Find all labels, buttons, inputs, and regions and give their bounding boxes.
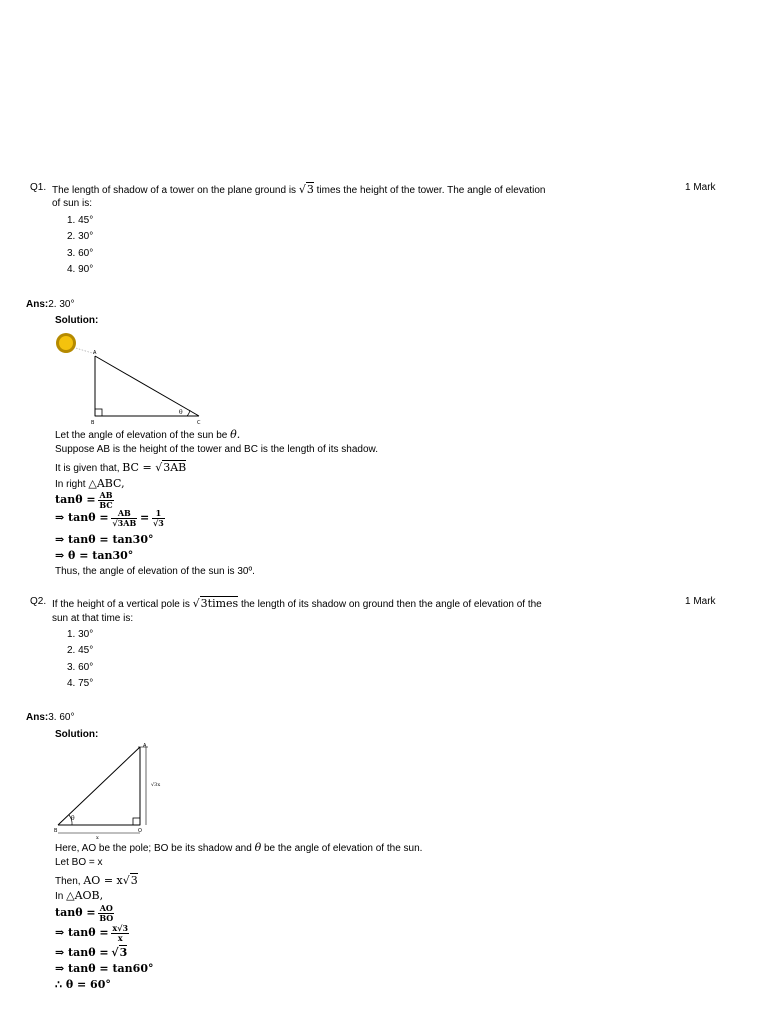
q1-step1-fraction [98, 491, 113, 510]
q2-option-3: 3. 60° [67, 662, 94, 673]
q2-text-b: the length of its shadow on ground then the angle of elevation of the [240, 599, 542, 610]
q1-label-b: B [91, 420, 95, 426]
q1-radical: √ [298, 183, 306, 196]
q2-theta: θ [254, 841, 262, 854]
q2-label-o: O [138, 828, 142, 834]
q2-option-4: 4. 75° [67, 678, 94, 689]
q2-sol-text-1b: be the angle of elevation of the sun. [263, 843, 423, 854]
q2-answer [26, 712, 74, 723]
q1-solution-line2: Suppose AB is the height of the tower and BC is the length of its shadow. [55, 444, 378, 455]
q1-step2-num2: 1 [152, 509, 165, 519]
q2-step2-num: x√3 [112, 923, 129, 933]
q1-question-line2: of sun is: [52, 198, 93, 209]
q2-step-3: ⇒ tanθ = √3 [55, 946, 128, 959]
q1-text-b: times the height of the tower. The angle of elevation [316, 185, 546, 196]
q2-question-line2: sun at that time is: [52, 613, 134, 624]
q1-marks: 1 Mark [685, 182, 716, 193]
q2-number: Q2. [30, 596, 47, 607]
q1-step2-den2: √3 [153, 518, 164, 528]
q1-tower-diagram [55, 332, 215, 427]
q2-radical: √ [192, 597, 200, 610]
q1-solution-line4 [55, 477, 125, 490]
q1-label-c: C [197, 420, 201, 426]
q1-theta: θ. [230, 428, 241, 441]
q2-step3-lhs: ⇒ tanθ = [55, 946, 109, 959]
q1-step1-lhs: tanθ = [55, 493, 96, 507]
q1-step2-fraction2 [152, 509, 165, 528]
q2-step1-lhs: tanθ = [55, 906, 96, 920]
q2-option-1: 1. 30° [67, 629, 94, 640]
q2-label-side: √3x [151, 782, 161, 788]
q2-step2-den: x [117, 933, 123, 943]
q2-step-2 [55, 924, 129, 943]
q1-step1-num: AB [99, 490, 113, 500]
q2-radicand: 3times [200, 597, 239, 610]
q1-answer [26, 299, 74, 310]
q2-solution-line4 [55, 889, 103, 902]
q2-sol-text-3a: Then, [55, 876, 81, 887]
q1-sol-text-3c: 3AB [163, 461, 187, 474]
q2-step2-fraction [111, 924, 129, 943]
q2-step-5: ∴ θ = 60° [55, 978, 111, 991]
q1-step2-num: AB [111, 509, 137, 519]
q1-option-3: 3. 60° [67, 248, 94, 259]
q1-step2-den: √3AB [112, 518, 137, 528]
q1-sol-text-4b: △ABC, [88, 477, 125, 490]
q1-sol-text-4a: In right [55, 479, 86, 490]
q1-number: Q1. [30, 182, 47, 193]
q1-step-4: ⇒ θ = tan30° [55, 549, 134, 562]
q1-solution-line3: It is given that, BC = √3AB [55, 461, 187, 474]
q2-label-a: A [143, 743, 147, 749]
q1-step2-lhs: ⇒ tanθ = [55, 511, 109, 525]
q1-label-theta: θ [179, 409, 183, 416]
q2-solution-line1 [55, 841, 422, 854]
q1-ans-value: 2. 30° [48, 299, 75, 310]
q2-option-2: 2. 45° [67, 645, 94, 656]
q2-sol-text-4b: △AOB, [66, 889, 104, 902]
q1-sol-text-1: Let the angle of elevation of the sun be [55, 430, 228, 441]
q1-step2-eq: = [140, 511, 150, 525]
q1-option-1: 1. 45° [67, 215, 94, 226]
q2-solution-line2: Let BO = x [55, 857, 103, 868]
q1-solution-label: Solution: [55, 315, 99, 326]
q1-ans-label: Ans: [26, 299, 49, 310]
q1-question-line1 [52, 182, 546, 196]
q1-option-4: 4. 90° [67, 264, 94, 275]
q2-sol-text-4a: In [55, 891, 64, 902]
q2-step-4: ⇒ tanθ = tan60° [55, 962, 154, 975]
q2-step2-lhs: ⇒ tanθ = [55, 926, 109, 940]
q2-step1-fraction [98, 904, 114, 923]
q2-text-a: If the height of a vertical pole is [52, 599, 190, 610]
q1-step-2 [55, 509, 165, 528]
q1-step1-den: BC [99, 500, 113, 510]
q2-step1-den: BO [99, 913, 114, 923]
q2-step3-rhs: 3 [119, 946, 128, 959]
q1-radicand: 3 [306, 183, 314, 196]
q2-sol-text-1: Here, AO be the pole; BO be its shadow and [55, 843, 252, 854]
q1-step-1 [55, 491, 114, 510]
q2-ans-label: Ans: [26, 712, 49, 723]
q2-solution-label: Solution: [55, 729, 99, 740]
q2-question-line1 [52, 596, 542, 610]
q2-label-theta: θ [71, 815, 75, 822]
q2-step1-num: AO [99, 903, 113, 913]
q2-sol-text-3b: AO = x [83, 874, 123, 887]
q2-pole-diagram [50, 742, 180, 842]
q1-step-3: ⇒ tanθ = tan30° [55, 533, 154, 546]
q1-sol-text-3a: It is given that, [55, 463, 120, 474]
q1-text-a: The length of shadow of a tower on the plane ground is [52, 185, 297, 196]
q2-label-base: x [96, 835, 99, 841]
q1-solution-line1 [55, 428, 240, 441]
q2-ans-value: 3. 60° [48, 712, 75, 723]
q1-option-2: 2. 30° [67, 231, 94, 242]
sun-icon [56, 333, 76, 353]
q2-step-1 [55, 904, 114, 923]
q2-label-b: B [54, 828, 58, 834]
q1-conclusion: Thus, the angle of elevation of the sun is 30º. [55, 566, 255, 577]
q2-sol-text-3c: 3 [130, 874, 138, 887]
q1-step2-fraction [111, 509, 137, 528]
q2-solution-line3: Then, AO = x√3 [55, 874, 138, 887]
q1-sol-text-3b: BC = [122, 461, 156, 474]
q1-label-a: A [93, 350, 97, 356]
q2-marks: 1 Mark [685, 596, 716, 607]
